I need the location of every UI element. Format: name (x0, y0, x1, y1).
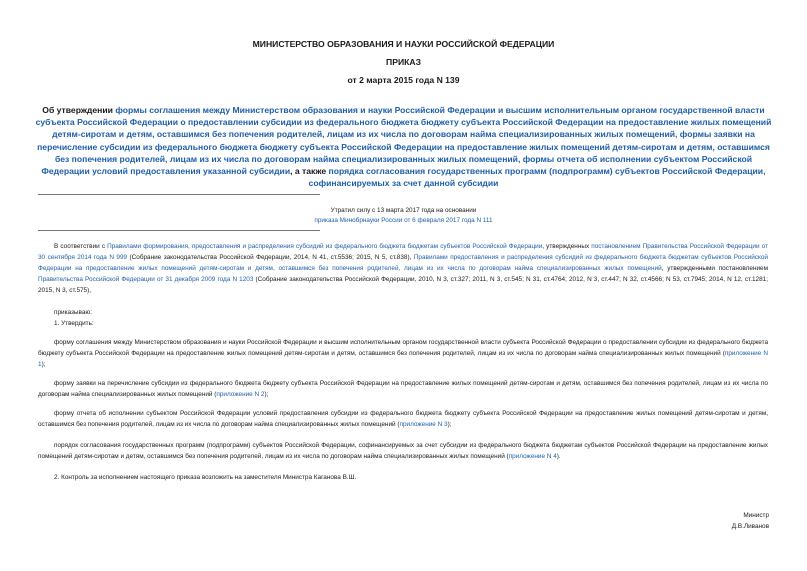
preamble-link-decree-999[interactable]: постановлением Правительства Российской Федерации от 30 сентября 2014 года N 999 (38, 243, 768, 261)
item1-heading-text: 1. Утвердить: (54, 320, 94, 327)
preamble-text-1: В соответствии с (54, 243, 108, 250)
item-procedure (38, 440, 768, 462)
divider-bottom (38, 230, 320, 231)
title-link-procedure[interactable]: порядка согласования государственных программ (подпрограмм) субъектов Российской Федерации, софинансируемых за счет данной субсидии (308, 166, 766, 189)
appendix-link-1[interactable]: приложение N 1 (38, 350, 768, 368)
title-link-forms[interactable]: формы соглашения между Министерством образования и науки Российской Федерации и высшим исполнительным органом государственной власти субъекта Российской Федерации о предоставлении субсидии из федерального бюджета бюджету субъекта Российской Федерации на предоставление жилых помещений детям-сиротам и детям, оставшимся без попечения родителей, лицам из их числа по договорам найма специализированных жилых помещений, формы заявки на перечисление субсидии из федерального бюджета бюджету субъекта Российской Федерации на предоставление жилых помещений детям-сиротам и детям, оставшимся без попечения родителей, лицам из их числа по договорам найма специализированных жилых помещений, формы отчета об исполнении субъектом Российской Федерации условий предоставления указанной субсидии (35, 105, 772, 177)
item1-heading (38, 318, 768, 329)
item-end: ); (264, 391, 269, 398)
signature-block (732, 510, 769, 532)
preamble-text-3: (Собрание законодательства Российской Федерации, 2014, N 41, ст.5536; 2015, N 5, ст.838), (127, 254, 414, 261)
preamble-link-rules[interactable]: Правилами формирования, предоставления и распределения субсидий из федерального бюджета бюджетам субъектов Российской Федерации (107, 243, 543, 250)
repeal-note (0, 206, 807, 226)
order-word (38, 307, 768, 318)
preamble-link-rules-subsidies[interactable]: Правилами предоставления и распределения субсидий из федерального бюджета бюджетам субъектов Российской Федерации на предоставление жилых помещений детям-сиротам и детям, оставшимся без попечения родителей, лицам из их числа по договорам найма специализированных жилых помещений (38, 254, 769, 272)
item-end: ). (556, 453, 561, 460)
order-word-text: приказываю: (54, 309, 92, 316)
preamble-text-5: (Собрание законодательства Российской Федерации, 2010, N 3, ст.327; 2011, N 3, ст.545; N 31, ст.4764; 2012, N 3, ст.447; N 32, ст.4566; N 53, ст.7945; 2014, N 12, ст.1281; 2015, N 3, ст.575), (38, 276, 768, 294)
divider-top (38, 194, 320, 195)
document-title (30, 104, 777, 189)
ministry-heading: МИНИСТЕРСТВО ОБРАЗОВАНИЯ И НАУКИ РОССИЙСКОЙ ФЕДЕРАЦИИ (252, 39, 555, 49)
signature-name: Д.В.Ливанов (731, 523, 769, 530)
item-end: ); (447, 421, 452, 428)
preamble-paragraph (38, 241, 768, 296)
item2-text: 2. Контроль за исполнением настоящего приказа возложить на заместителя Министра Каганова В.Ш. (54, 474, 357, 481)
repeal-note-link[interactable]: приказа Минобрнауки России от 6 февраля 2017 года N 111 (314, 217, 493, 224)
item-text: форму отчета об исполнении субъектом Российской Федерации условий предоставления субсидии из федерального бюджета бюджету субъекта Российской Федерации на предоставление жилых помещений детям-сиротам и детям, оставшимся без попечения родителей, лицам из их числа по договорам найма специализированных жилых помещений ( (38, 410, 768, 428)
date-number-heading: от 2 марта 2015 года N 139 (347, 75, 460, 85)
item-form-agreement (38, 337, 768, 370)
preamble-text-4: , утвержденными постановлением (661, 265, 768, 272)
preamble-text-2: , утвержденных (542, 243, 592, 250)
item-text: форму заявки на перечисление субсидии из федерального бюджета бюджету субъекта Российской Федерации на предоставление жилых помещений детям-сиротам и детям, оставшимся без попечения родителей, лицам из их числа по договорам найма специализированных жилых помещений ( (38, 380, 768, 398)
item-text: порядок согласования государственных программ (подпрограмм) субъектов Российской Федерации, софинансируемых за счет субсидии из федерального бюджета бюджетам субъектов Российской Федерации на предоставление жилых помещений детям-сиротам и детям, оставшимся без попечения родителей, лицам из их числа по договорам найма специализированных жилых помещений ( (38, 442, 768, 460)
title-middle: , а также (290, 166, 329, 177)
item-end: ); (41, 361, 46, 368)
item2-control (38, 472, 768, 483)
appendix-link-3[interactable]: приложение N 3 (399, 421, 448, 428)
appendix-link-2[interactable]: приложение N 2 (216, 391, 265, 398)
item-form-request (38, 378, 768, 400)
title-prefix: Об утверждении (42, 105, 116, 115)
item-form-report (38, 408, 768, 430)
signature-position: Министр (743, 512, 769, 519)
repeal-note-text: Утратил силу с 13 марта 2017 года на основании (330, 207, 477, 214)
item-text: форму соглашения между Министерством образования и науки Российской Федерации и высшим исполнительным органом государственной власти субъекта Российской Федерации о предоставлении субсидии из федерального бюджета бюджету субъекта Российской Федерации на предоставление жилых помещений детям-сиротам и детям, оставшимся без попечения родителей, лицам из их числа по договорам найма специализированных жилых помещений ( (38, 339, 768, 357)
appendix-link-4[interactable]: приложение N 4 (508, 453, 557, 460)
preamble-link-decree-1203[interactable]: Правительства Российской Федерации от 31 декабря 2009 года N 1203 (38, 276, 254, 283)
doc-type-heading: ПРИКАЗ (386, 57, 421, 67)
